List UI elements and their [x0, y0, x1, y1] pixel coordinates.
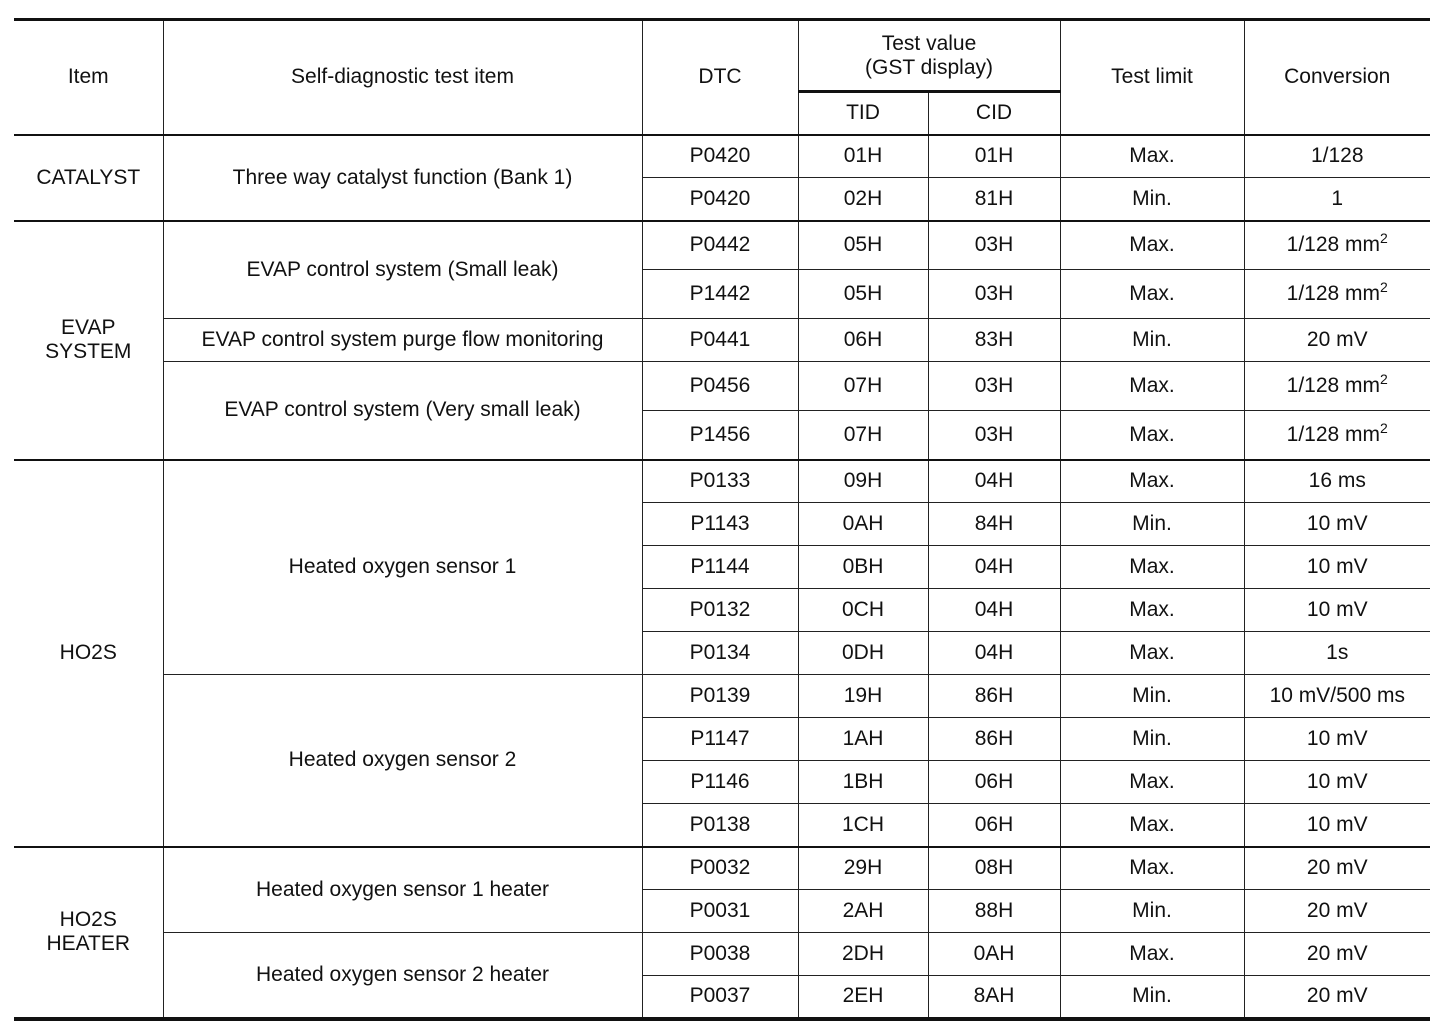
test-item-cell: Three way catalyst function (Bank 1) [163, 135, 642, 221]
tid-cell: 0AH [798, 503, 928, 546]
dtc-cell: P0139 [642, 675, 798, 718]
conversion-value: 20 mV [1306, 899, 1368, 922]
conversion-value: 1/128 mm [1286, 374, 1381, 397]
header-test-value-line1: Test value [881, 31, 977, 55]
conversion-cell [1244, 847, 1430, 890]
test-limit-cell: Max. [1060, 847, 1244, 890]
test-limit-cell: Max. [1060, 761, 1244, 804]
cid-cell: 06H [928, 804, 1060, 847]
cid-cell: 83H [928, 319, 1060, 362]
conversion-cell [1244, 503, 1430, 546]
tid-cell: 1AH [798, 718, 928, 761]
tid-cell: 07H [798, 411, 928, 460]
test-limit-cell: Max. [1060, 589, 1244, 632]
dtc-cell: P0442 [642, 221, 798, 270]
test-limit-cell: Max. [1060, 362, 1244, 411]
conversion-value: 10 mV [1306, 812, 1368, 836]
tid-cell: 05H [798, 221, 928, 270]
tid-cell: 2DH [798, 933, 928, 976]
cid-cell: 01H [928, 135, 1060, 178]
tid-cell: 29H [798, 847, 928, 890]
header-test-value [798, 20, 1060, 92]
conversion-value: 20 mV [1306, 942, 1368, 965]
item-label-line: SYSTEM [45, 340, 132, 363]
header-conversion: Conversion [1244, 20, 1430, 135]
dtc-cell: P0032 [642, 847, 798, 890]
item-cell: CATALYST [14, 135, 163, 221]
tid-cell: 01H [798, 135, 928, 178]
test-item-cell: EVAP control system (Small leak) [163, 221, 642, 319]
test-limit-cell: Max. [1060, 632, 1244, 675]
table-row [14, 362, 1430, 411]
conversion-cell [1244, 675, 1430, 718]
cid-cell: 86H [928, 718, 1060, 761]
table-row [14, 933, 1430, 976]
table-row [14, 847, 1430, 890]
tid-cell: 2EH [798, 976, 928, 1019]
conversion-value: 1 [1331, 186, 1344, 210]
test-limit-cell: Min. [1060, 675, 1244, 718]
conversion-cell [1244, 804, 1430, 847]
tid-cell: 0BH [798, 546, 928, 589]
tid-cell: 02H [798, 178, 928, 221]
dtc-cell: P1456 [642, 411, 798, 460]
conversion-value: 1/128 mm [1286, 233, 1381, 257]
header-dtc: DTC [642, 20, 798, 135]
cid-cell: 84H [928, 503, 1060, 546]
conversion-cell [1244, 761, 1430, 804]
conversion-exponent: 2 [1380, 371, 1388, 387]
header-tid: TID [798, 92, 928, 135]
conversion-value: 1/128 [1310, 144, 1364, 168]
cid-cell: 04H [928, 589, 1060, 632]
dtc-cell: P1144 [642, 546, 798, 589]
conversion-cell [1244, 546, 1430, 589]
table-row [14, 319, 1430, 362]
conversion-cell [1244, 933, 1430, 976]
cid-cell: 8AH [928, 976, 1060, 1019]
test-limit-cell: Min. [1060, 976, 1244, 1019]
cid-cell: 04H [928, 632, 1060, 675]
table-row [14, 135, 1430, 178]
cid-cell: 0AH [928, 933, 1060, 976]
table-row [14, 675, 1430, 718]
item-label-line: EVAP [61, 316, 116, 339]
cid-cell: 88H [928, 890, 1060, 933]
cid-cell: 03H [928, 270, 1060, 319]
cid-cell: 04H [928, 546, 1060, 589]
diagnostic-test-table [14, 18, 1430, 1021]
cid-cell: 86H [928, 675, 1060, 718]
dtc-cell: P1143 [642, 503, 798, 546]
cid-cell: 04H [928, 460, 1060, 503]
dtc-cell: P0456 [642, 362, 798, 411]
dtc-cell: P0031 [642, 890, 798, 933]
test-item-cell: Heated oxygen sensor 1 [163, 460, 642, 675]
dtc-cell: P0138 [642, 804, 798, 847]
dtc-cell: P1146 [642, 761, 798, 804]
conversion-cell [1244, 270, 1430, 319]
test-limit-cell: Min. [1060, 718, 1244, 761]
header-cid: CID [928, 92, 1060, 135]
item-label-line: HO2S [59, 908, 117, 931]
conversion-value: 16 ms [1308, 469, 1366, 493]
conversion-cell [1244, 589, 1430, 632]
test-item-cell: Heated oxygen sensor 2 [163, 675, 642, 847]
conversion-value: 10 mV [1306, 770, 1368, 793]
cid-cell: 81H [928, 178, 1060, 221]
conversion-value: 10 mV [1306, 555, 1368, 578]
cid-cell: 03H [928, 411, 1060, 460]
test-limit-cell: Max. [1060, 221, 1244, 270]
test-limit-cell: Max. [1060, 804, 1244, 847]
tid-cell: 07H [798, 362, 928, 411]
header-test-value-line2: (GST display) [865, 55, 993, 79]
tid-cell: 0CH [798, 589, 928, 632]
test-limit-cell: Min. [1060, 178, 1244, 221]
header-test-item: Self-diagnostic test item [163, 20, 642, 135]
conversion-cell [1244, 178, 1430, 221]
test-item-cell: Heated oxygen sensor 1 heater [163, 847, 642, 933]
test-item-cell: EVAP control system (Very small leak) [163, 362, 642, 460]
dtc-cell: P0132 [642, 589, 798, 632]
tid-cell: 09H [798, 460, 928, 503]
dtc-cell: P1147 [642, 718, 798, 761]
tid-cell: 1BH [798, 761, 928, 804]
conversion-cell [1244, 319, 1430, 362]
conversion-cell [1244, 460, 1430, 503]
tid-cell: 1CH [798, 804, 928, 847]
test-limit-cell: Max. [1060, 546, 1244, 589]
table-row [14, 221, 1430, 270]
header-item: Item [14, 20, 163, 135]
conversion-value: 1/128 mm [1286, 422, 1381, 446]
test-limit-cell: Max. [1060, 270, 1244, 319]
conversion-cell [1244, 718, 1430, 761]
dtc-cell: P0038 [642, 933, 798, 976]
conversion-value: 20 mV [1306, 856, 1368, 880]
conversion-cell [1244, 135, 1430, 178]
test-limit-cell: Min. [1060, 890, 1244, 933]
header-test-limit: Test limit [1060, 20, 1244, 135]
tid-cell: 0DH [798, 632, 928, 675]
conversion-exponent: 2 [1380, 230, 1388, 247]
item-label-line: HEATER [46, 932, 131, 955]
dtc-cell: P0420 [642, 135, 798, 178]
test-limit-cell: Max. [1060, 135, 1244, 178]
test-limit-cell: Min. [1060, 503, 1244, 546]
conversion-cell [1244, 976, 1430, 1019]
test-item-cell: EVAP control system purge flow monitoring [163, 319, 642, 362]
conversion-value: 20 mV [1306, 328, 1368, 351]
test-item-cell: Heated oxygen sensor 2 heater [163, 933, 642, 1019]
dtc-cell: P0441 [642, 319, 798, 362]
conversion-value: 10 mV/500 ms [1269, 684, 1405, 707]
conversion-exponent: 2 [1380, 419, 1388, 436]
item-cell [14, 847, 163, 1019]
conversion-value: 1s [1326, 641, 1349, 664]
tid-cell: 2AH [798, 890, 928, 933]
conversion-value: 20 mV [1306, 984, 1368, 1008]
conversion-cell [1244, 890, 1430, 933]
conversion-value: 1/128 mm [1286, 282, 1381, 305]
tid-cell: 19H [798, 675, 928, 718]
dtc-cell: P1442 [642, 270, 798, 319]
item-cell [14, 221, 163, 460]
conversion-value: 10 mV [1306, 727, 1368, 750]
conversion-value: 10 mV [1306, 512, 1368, 535]
cid-cell: 06H [928, 761, 1060, 804]
table-row [14, 460, 1430, 503]
cid-cell: 03H [928, 362, 1060, 411]
test-limit-cell: Max. [1060, 460, 1244, 503]
cid-cell: 08H [928, 847, 1060, 890]
tid-cell: 06H [798, 319, 928, 362]
item-cell: HO2S [14, 460, 163, 847]
tid-cell: 05H [798, 270, 928, 319]
conversion-value: 10 mV [1306, 598, 1368, 621]
conversion-cell [1244, 221, 1430, 270]
dtc-cell: P0134 [642, 632, 798, 675]
test-limit-cell: Min. [1060, 319, 1244, 362]
test-limit-cell: Max. [1060, 933, 1244, 976]
conversion-cell [1244, 632, 1430, 675]
dtc-cell: P0133 [642, 460, 798, 503]
test-limit-cell: Max. [1060, 411, 1244, 460]
conversion-cell [1244, 362, 1430, 411]
conversion-exponent: 2 [1380, 279, 1388, 295]
dtc-cell: P0420 [642, 178, 798, 221]
dtc-cell: P0037 [642, 976, 798, 1019]
conversion-cell [1244, 411, 1430, 460]
cid-cell: 03H [928, 221, 1060, 270]
